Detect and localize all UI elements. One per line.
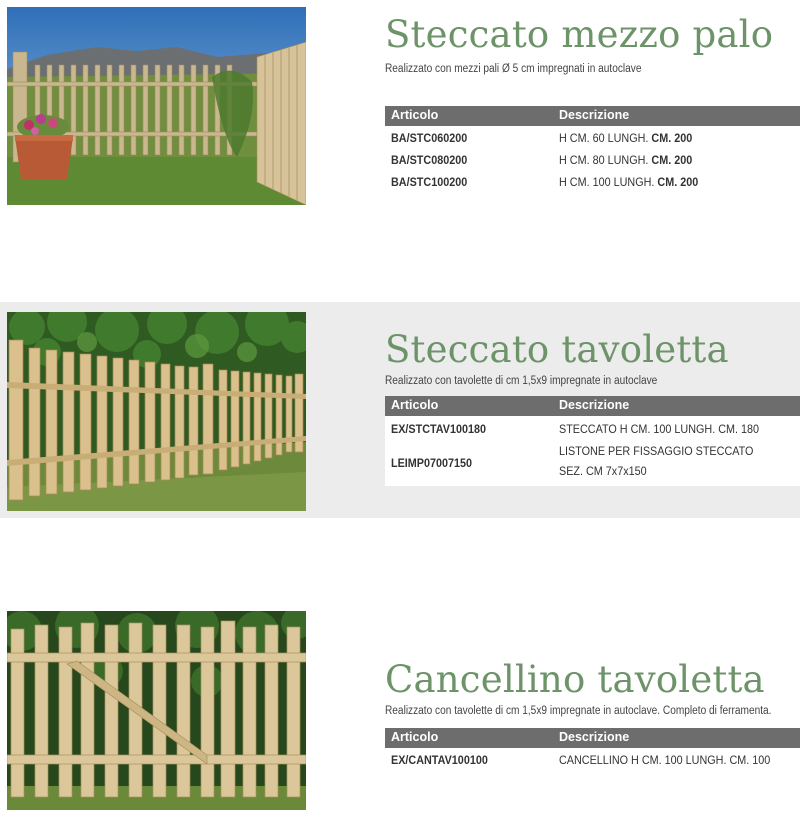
header-descrizione: Descrizione <box>559 398 630 412</box>
table-header <box>385 728 800 748</box>
table-row <box>385 126 800 148</box>
product-table <box>385 396 800 486</box>
product-table <box>385 106 800 192</box>
article-description: H CM. 60 LUNGH. CM. 200 <box>559 131 693 145</box>
table-row <box>385 440 800 486</box>
table-header <box>385 396 800 416</box>
table-row <box>385 416 800 440</box>
header-articolo: Articolo <box>391 730 439 744</box>
header-descrizione: Descrizione <box>559 108 630 122</box>
article-description: H CM. 100 LUNGH. CM. 200 <box>559 175 699 189</box>
section-subtitle: Realizzato con tavolette di cm 1,5x9 impregnate in autoclave <box>385 375 658 387</box>
header-descrizione: Descrizione <box>559 730 630 744</box>
table-row <box>385 748 800 772</box>
product-photo-cancellino-tavoletta <box>7 611 306 810</box>
section-title: Steccato tavoletta <box>385 328 729 371</box>
article-description-line1: LISTONE PER FISSAGGIO STECCATO <box>559 444 754 458</box>
product-table <box>385 728 800 772</box>
product-photo-mezzo-palo <box>7 7 306 205</box>
article-code: BA/STC080200 <box>391 153 468 167</box>
article-code: EX/CANTAV100100 <box>391 753 488 767</box>
article-code: BA/STC100200 <box>391 175 468 189</box>
header-articolo: Articolo <box>391 108 439 122</box>
section-title: Steccato mezzo palo <box>385 13 774 56</box>
article-description: STECCATO H CM. 100 LUNGH. CM. 180 <box>559 422 760 436</box>
article-description: H CM. 80 LUNGH. CM. 200 <box>559 153 693 167</box>
article-description-line2: SEZ. CM 7x7x150 <box>559 464 647 478</box>
article-code: BA/STC060200 <box>391 131 468 145</box>
section-subtitle: Realizzato con tavolette di cm 1,5x9 impregnate in autoclave. Completo di ferramenta. <box>385 705 772 717</box>
article-code: LEIMP07007150 <box>391 456 473 470</box>
section-title: Cancellino tavoletta <box>385 658 765 701</box>
section-subtitle: Realizzato con mezzi pali Ø 5 cm impregnati in autoclave <box>385 63 642 75</box>
product-photo-steccato-tavoletta <box>7 312 306 511</box>
table-row <box>385 148 800 170</box>
header-articolo: Articolo <box>391 398 439 412</box>
table-header <box>385 106 800 126</box>
article-code: EX/STCTAV100180 <box>391 422 487 436</box>
article-description: CANCELLINO H CM. 100 LUNGH. CM. 100 <box>559 753 771 767</box>
table-row <box>385 170 800 192</box>
